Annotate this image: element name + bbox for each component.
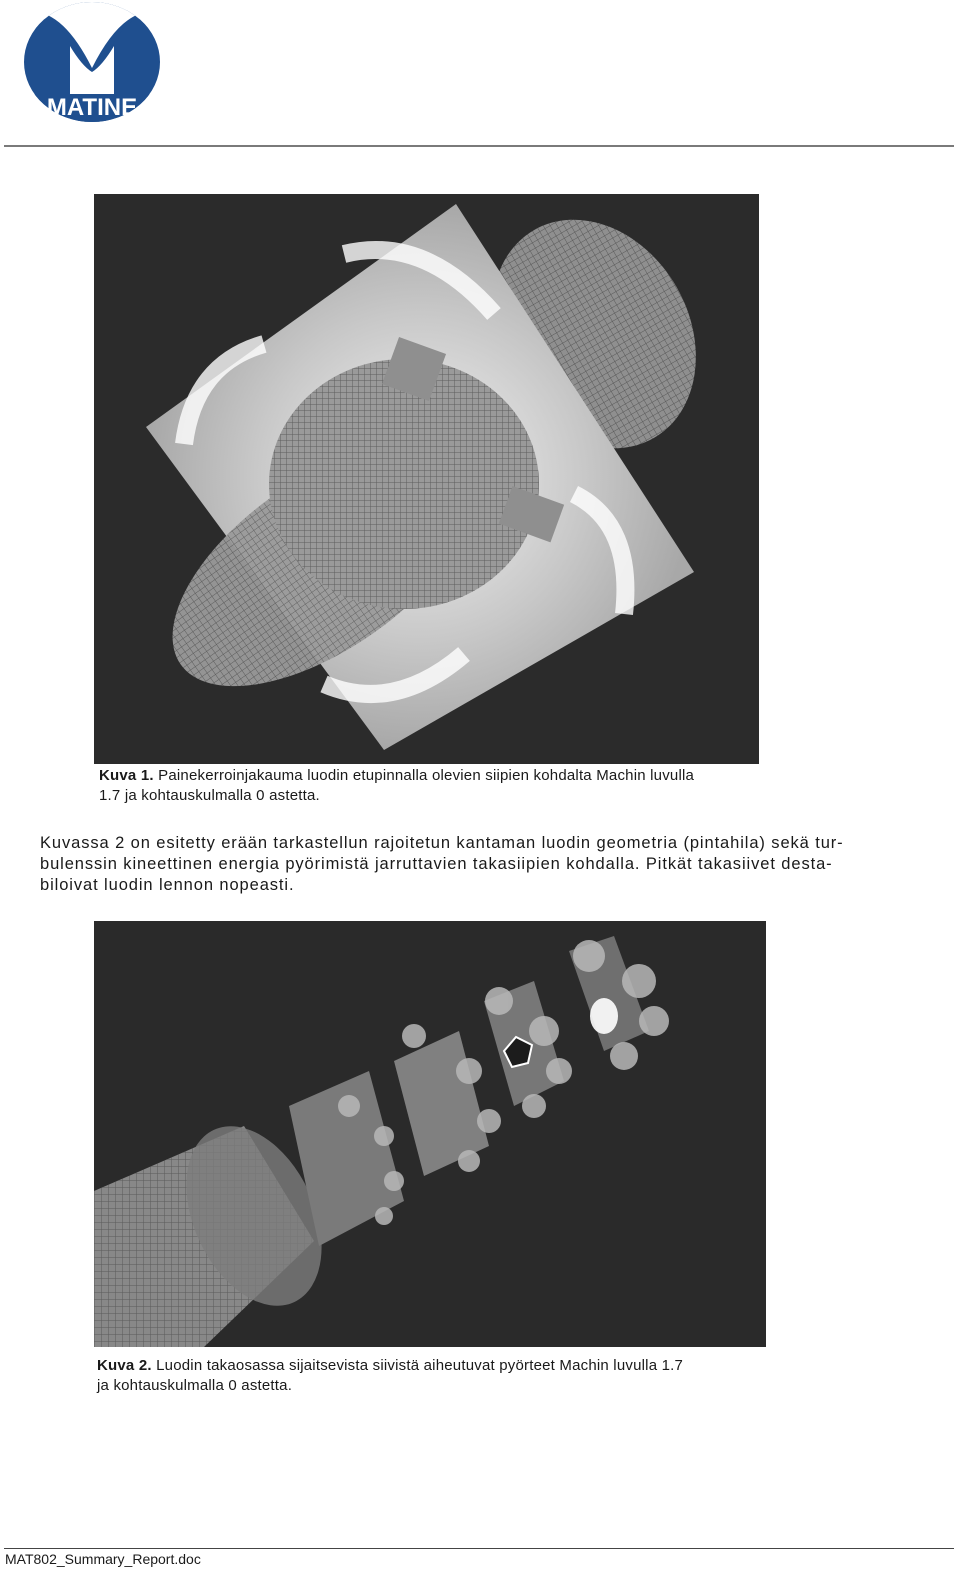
header-divider	[4, 145, 954, 147]
figure-2-caption-text: Luodin takaosassa sijaitsevista siivistä aiheutuvat pyörteet Machin luvulla 1.7	[156, 1357, 684, 1374]
figure-2-caption	[97, 1356, 817, 1396]
figure-2-image	[94, 921, 766, 1347]
figure-2-rendering	[94, 921, 766, 1347]
footer-divider	[4, 1548, 954, 1549]
figure-2-caption-text-line2: ja kohtauskulmalla 0 astetta.	[97, 1377, 293, 1394]
body-paragraph-line3: biloivat luodin lennon nopeasti.	[40, 876, 295, 894]
body-paragraph-line1: Kuvassa 2 on esitetty erään tarkastellun rajoitetun kantaman luodin geometria (pintahila) sekä tur-	[40, 834, 844, 852]
figure-2-caption-label: Kuva 2.	[97, 1357, 152, 1374]
figure-1-rendering	[94, 194, 759, 764]
figure-1-caption-text-line2: 1.7 ja kohtauskulmalla 0 astetta.	[99, 787, 320, 804]
figure-1-caption	[99, 766, 819, 806]
matine-logo	[22, 2, 162, 122]
body-paragraph	[40, 833, 922, 896]
figure-1-image	[94, 194, 759, 764]
projectile-mesh	[269, 359, 539, 609]
figure-1-caption-label: Kuva 1.	[99, 767, 154, 784]
body-paragraph-line2: bulenssin kineettinen energia pyörimistä jarruttavien takasiipien kohdalla. Pitkät takasiivet desta-	[40, 855, 833, 873]
footer-filename: MAT802_Summary_Report.doc	[5, 1551, 201, 1567]
figure-1-caption-text: Painekerroinjakauma luodin etupinnalla olevien siipien kohdalta Machin luvulla	[158, 767, 695, 784]
logo-text: MATINE	[46, 94, 138, 121]
